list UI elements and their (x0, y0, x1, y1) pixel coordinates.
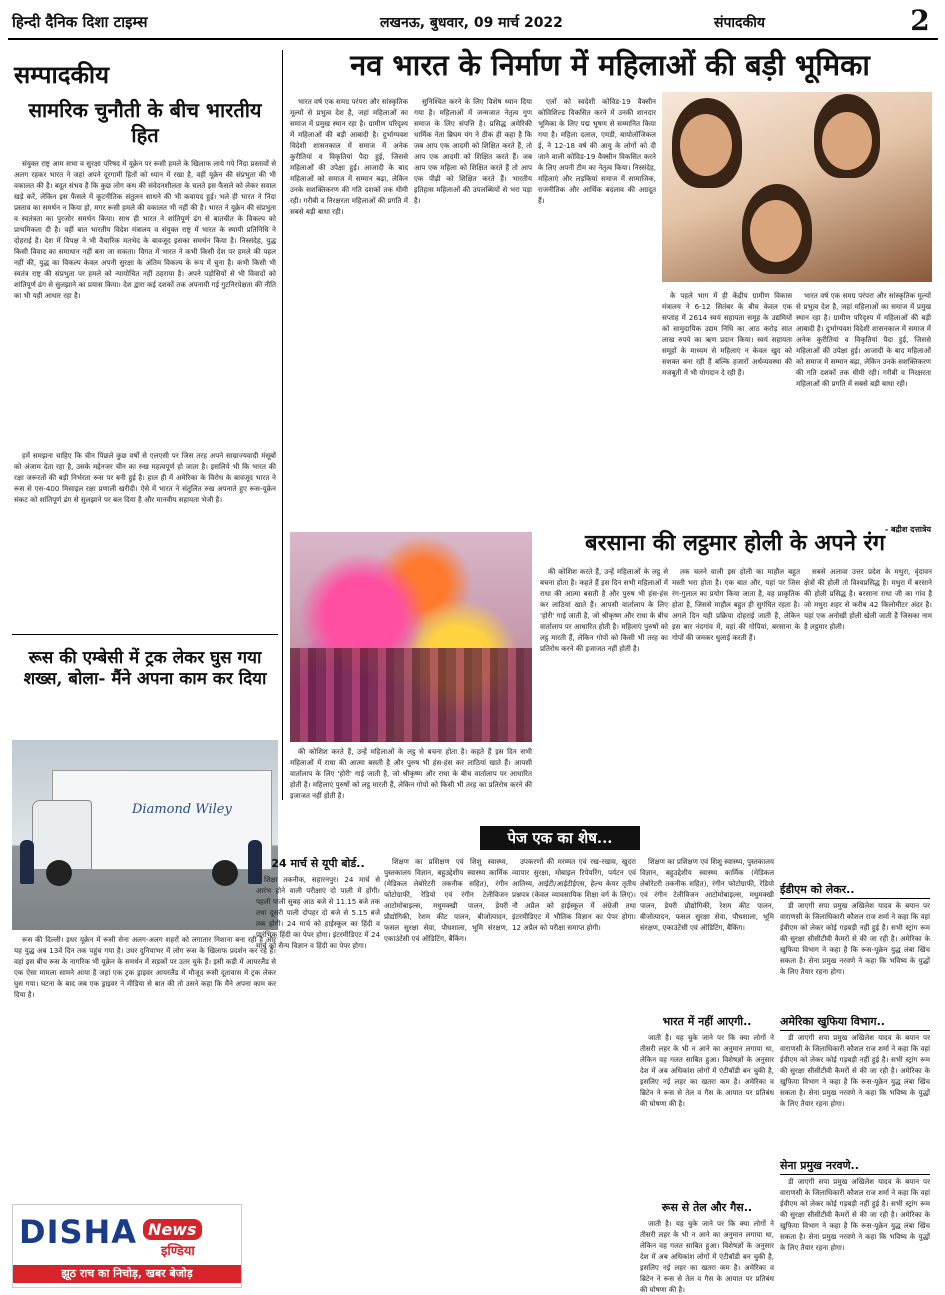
holi-body-col-1 (540, 566, 668, 816)
editorial-headline: सामरिक चुनौती के बीच भारतीय हित (28, 98, 262, 147)
lead-body-col-4 (662, 290, 792, 530)
editorial-body (14, 158, 276, 448)
continued-col-4b (640, 1032, 774, 1152)
masthead (8, 6, 938, 40)
continued-paragraph: जाती है। यह चुके जाने पर कि क्या लोगों ने तीसरी लहर के भी न आने का अनुमान लगाया था, लेकिन वह गलत साबित हुआ। विशेषज्ञों के अनुसार देश में अब अधिकांश लोगों में एंटीबॉडी बन चुकी है, इसलिए नई लहर का खतरा कम है। अमेरिका व ब्रिटेन ने रूस से तेल व गैस के आयात पर प्रतिबंध की घोषणा की है। (640, 1219, 774, 1294)
logo-disha: DISHA (19, 1213, 138, 1251)
holi-photo (290, 532, 532, 742)
continued-col-5b (780, 1032, 930, 1152)
page-number: 2 (910, 4, 930, 37)
face-shape (680, 114, 732, 176)
guard-figure (20, 840, 34, 884)
snippet-ed-lekar: ईडीएम को लेकर.. (780, 882, 930, 899)
continued-paragraph: डी जाएगी सपा प्रमुख अखिलेश यादव के बयान पर वाराणसी के जिलाधिकारी कौशल राज शर्मा ने कहा कि वहां ईवीएम को लेकर कोई गड़बड़ी नहीं हुई है। सभी स्ट्रांग रूम की सुरक्षा सीसीटीवी कैमरों से की जा रही है। अमेरिका के खुफिया विभाग ने कहा है कि रूस-यूक्रेन युद्ध लंबा खिंच सकता है। सेना प्रमुख नरवणे ने कहा कि भविष्य के युद्धों के लिए तैयार रहना होगा। (780, 901, 930, 976)
holi-paragraph: सबसे अलावा उत्तर प्रदेश के मथुरा, वृंदावन क्षेत्रों की होली तो विश्वप्रसिद्ध है। मथुरा में बरसाने की होली प्रसिद्ध है। बरसाना राधा जी का गांव है जो मथुरा शहर से करीब 42 किलोमीटर अंदर है। यहां एक अनोखी होली खेली जाती है जिसका नाम है लट्ठमार होली। (804, 567, 932, 631)
section-name: संपादकीय (714, 15, 765, 31)
russia-truck-photo (12, 740, 278, 930)
snippet-america: अमेरिका खुफिया विभाग.. (780, 1014, 930, 1031)
lead-credit: - बद्रीश दत्तात्रेय (884, 525, 931, 534)
paper-name: हिन्दी दैनिक दिशा टाइम्स (12, 13, 148, 31)
editorial-body-continued (14, 450, 276, 620)
continued-col-3 (512, 856, 636, 1288)
truck-wheel (46, 860, 72, 886)
continued-paragraph: डी जाएगी सपा प्रमुख अखिलेश यादव के बयान पर वाराणसी के जिलाधिकारी कौशल राज शर्मा ने कहा कि वहां ईवीएम को लेकर कोई गड़बड़ी नहीं हुई है। सभी स्ट्रांग रूम की सुरक्षा सीसीटीवी कैमरों से की जा रही है। अमेरिका के खुफिया विभाग ने कहा है कि रूस-यूक्रेन युद्ध लंबा खिंच सकता है। सेना प्रमुख नरवणे ने कहा कि भविष्य के युद्धों के लिए तैयार रहना होगा। (780, 1033, 930, 1108)
crowd-shape (290, 648, 532, 743)
lead-paragraph: सुनिश्चित करने के लिए विशेष ध्यान दिया गया है। महिलाओं में जन्मजात नेतृत्व गुण समाज के लिए संपत्ति है। प्रसिद्ध अमेरिकी धार्मिक नेता ब्रिघम यंग ने ठीक ही कहा है कि जब आप एक आदमी को शिक्षित करते हैं, तो आप एक आदमी को शिक्षित करते हैं। जब आप एक महिला को शिक्षित करते हैं तो आप एक पीढ़ी को शिक्षित करते हैं। भारतीय इतिहास महिलाओं की उपलब्धियों से भरा पड़ा है। (414, 97, 532, 205)
face-shape (822, 112, 872, 170)
section-rule (12, 634, 278, 635)
continued-col-5c (780, 1176, 930, 1288)
continued-paragraph: शिक्षण का प्रशिक्षण एवं शिशु स्वास्थ्य, पुस्तकालय विज्ञान, बहुउद्देशीय स्वास्थ्य कार्मिक (मेडिकल लेबोरेटरी तकनीक सहित), रंगीन फोटोग्राफी, रेडियो एवं रंगीन टेलीविजन आटोमोबाइल्स, मधुमक्खी पालन, डेयरी प्रौद्योगिकी, रेशम कीट पालन, बीजोत्पादन, फसल सुरक्षा सेवा, पौधशाला, भूमि संरक्षण, एकाउंटेंसी एवं ऑडिटिंग, बैंकिंग। (640, 857, 774, 932)
lead-paragraph: भारत वर्ष एक समग्र परंपरा और सांस्कृतिक मूल्यों से प्रभुत्व देश है, जहां महिलाओं का समाज में प्रमुख स्थान रहा है। ग्रामीण परिदृश्य में महिलाओं की बड़ी आबादी है। दुर्भाग्यवश विदेशी शासनकाल में समाज में अनेक कुरीतियां व विकृतियां पैदा हुई, जिससे महिलाओं की उपेक्षा हुई। आजादी के बाद महिलाओं को समाज में सम्मान बढ़ा, लेकिन उनके सशक्तिकरण की गति दशकों तक धीमी रही। गरीबी व निरक्षरता महिलाओं की प्रगति में सबसे बड़ी बाधा रही। (290, 97, 408, 216)
snippet-sena: सेना प्रमुख नरवणे.. (780, 1158, 930, 1175)
lead-paragraph: भारत वर्ष एक समग्र परंपरा और सांस्कृतिक मूल्यों से प्रभुत्व देश है, जहां महिलाओं का समाज में प्रमुख स्थान रहा है। ग्रामीण परिदृश्य में महिलाओं की बड़ी आबादी है। दुर्भाग्यवश विदेशी शासनकाल में समाज में अनेक कुरीतियां व विकृतियां पैदा हुई, जिससे महिलाओं की उपेक्षा हुई। आजादी के बाद महिलाओं को समाज में सम्मान बढ़ा, लेकिन उनके सशक्तिकरण की गति दशकों तक धीमी रही। गरीबी व निरक्षरता महिलाओं की प्रगति में सबसे बड़ी बाधा रही। (796, 291, 931, 388)
continued-banner: पेज एक का शेष... (480, 826, 640, 850)
truck-wheel (212, 860, 238, 886)
logo-news: News (143, 1219, 202, 1240)
lead-body-col-2 (414, 96, 532, 576)
lead-paragraph: के पहले भाग में ही केंद्रीय ग्रामीण विकास मंत्रालय ने 6-12 सितंबर के बीच केवल एक सप्ताह में 2614 स्वयं सहायता समूह के उद्यमियों को सामुदायिक उद्यम निधि का आठ करोड़ सात लाख रुपये का ऋण प्रदान किया। स्वयं सहायता समूहों के माध्यम से महिलाएं न केवल खुद को सशक्त बना रही हैं बल्कि हजारों अर्थव्यवस्था की मजबूती में भी योगदान दे रही हैं। (662, 291, 792, 377)
continued-paragraph: उपकरणों की मरम्मत एवं रख-रखाव, खुदरा व्यापार सुरक्षा, मोबाइल रिपेयरिंग, पर्यटन एवं आतिथ्य, आईटी/आईटीईएस, हेल्थ केयर तृतीय प्रश्नपत्र (केवल व्यावसायिक शिक्षा वर्ग के लिए)। नौ अप्रैल को हाईस्कूल में अंग्रेजी तथा इंटरमीडिएट में भौतिक विज्ञान का पेपर होगा। 12 अप्रैल को परीक्षा समाप्त होगी। (512, 857, 636, 932)
continued-col-4c (640, 1218, 774, 1294)
snippet-india-not-coming: भारत में नहीं आएगी.. (662, 1015, 752, 1028)
lead-body-col-1 (290, 96, 408, 576)
lead-headline: नव भारत के निर्माण में महिलाओं की बड़ी भूमिका (350, 48, 870, 82)
sampadkiya-label: सम्पादकीय (14, 60, 110, 89)
holi-body-col-2 (672, 566, 800, 816)
holi-paragraph: की कोशिश करते हैं, उन्हें महिलाओं के लट्ठ से बचना होता है। कहते हैं इस दिन सभी महिलाओं में राधा की आत्मा बसती है और पुरुष भी हंस-हंस कर लाठियां खाते हैं। आपसी वार्तालाप के लिए 'होरी' गाई जाती है, जो श्रीकृष्ण और राधा के बीच वार्तालाप पर आधारित होती है। महिलाएं पुरुषों को लट्ठ मारती हैं, लेकिन गोपों को किसी भी तरह का प्रतिरोध करने की इजाजत नहीं होती है। (290, 747, 532, 800)
column-divider (282, 650, 283, 800)
issue-date: लखनऊ, बुधवार, 09 मार्च 2022 (380, 15, 563, 31)
continued-col-1 (256, 874, 380, 1288)
column-divider (282, 50, 283, 650)
editorial-paragraph: संयुक्त राष्ट्र आम सभा व सुरक्षा परिषद में यूक्रेन पर रूसी हमले के खिलाफ लाये गये निंदा प्रस्तावों से अलग रहकर भारत ने जहां अपने दूरगामी हितों को ध्यान में रखा है, वहीं यूक्रेन की संप्रभुता की भी वकालत की है। बदूत संभव है कि कुछ लोग कथ की संवेदनशीलता के चलते इस फैसले को लेकर सवाल खड़े करें, लेकिन इस फैसले में कूटनीतिक संतुलन साधने की भी कवायद हुई। भले ही भारत ने निंदा प्रस्ताव का समर्थन न किया हो, मगर रूसी हमले की वकालत भी नहीं की है। भारत ने यूक्रेन की संप्रभुता व स्वतंत्रता का पुरजोर समर्थन किया। साथ ही भारत ने शांतिपूर्ण ढंग से बातचीत के विकल्प को प्राथमिकता दी है। वहीं बात भारतीय विदेश मंत्रालय व संयुक्त राष्ट्र में भारत के स्थायी प्रतिनिधि ने दोहराई है। देश में विपक्ष ने भी वैचारिक मतभेद के बावजूद इसका समर्थन किया है। निस्संदेह, युद्ध किसी विवाद का समाधान नहीं बना जा सकता। विगत में भारत ने कभी किसी देश पर हमले की पहल नहीं की, युद्ध का विकल्प केवल अपनी सुरक्षा के अंतिम विकल्प के रूप में चुना है। कभी किसी भी स्वतंत्र राष्ट्र की संप्रभुता पर हमले को न्यायोचित नहीं ठहराया है। अपने पड़ोसियों से भी विवादों को शांतिपूर्ण ढंग से सुलझाने का प्रयास किया। देश द्वारा कई दशकों तक अपनायी गई गुटनिरपेक्षता की नीति का भी यही आधार रहा है। (14, 159, 276, 300)
continued-paragraph: डी जाएगी सपा प्रमुख अखिलेश यादव के बयान पर वाराणसी के जिलाधिकारी कौशल राज शर्मा ने कहा कि वहां ईवीएम को लेकर कोई गड़बड़ी नहीं हुई है। सभी स्ट्रांग रूम की सुरक्षा सीसीटीवी कैमरों से की जा रही है। अमेरिका के खुफिया विभाग ने कहा है कि रूस-यूक्रेन युद्ध लंबा खिंच सकता है। सेना प्रमुख नरवणे ने कहा कि भविष्य के युद्धों के लिए तैयार रहना होगा। (780, 1177, 930, 1252)
women-photo (662, 92, 932, 282)
continued-paragraph: शिक्षण का प्रशिक्षण एवं शिशु स्वास्थ्य, पुस्तकालय विज्ञान, बहुउद्देशीय स्वास्थ्य कार्मिक (मेडिकल लेबोरेटरी तकनीक सहित), रंगीन फोटोग्राफी, रेडियो एवं रंगीन टेलीविजन आटोमोबाइल्स, मधुमक्खी पालन, डेयरी प्रौद्योगिकी, रेशम कीट पालन, बीजोत्पादन, फसल सुरक्षा सेवा, पौधशाला, भूमि संरक्षण, एकाउंटेंसी एवं ऑडिटिंग, बैंकिंग। (384, 857, 508, 943)
holi-body-under-photo (290, 746, 532, 816)
lead-body-col-5 (796, 290, 931, 520)
lead-paragraph: एलों को स्वदेशी कोविड-19 वैक्सीन कोविशिल्ड विकसित करने में उनकी शानदार भूमिका के लिए पद्म भूषण से सम्मानित किया गया है। महिला दलाल, एमडी, बायोलॉजिकल ई, ने 12-18 वर्ष की आयु के लोगों को दी जाने वाली कोविड-19 वैक्सीन विकसित करने के लिए अपनी टीम का नेतृत्व किया। निस्संदेह, महिलाएं और लड़कियां समाज में सामाजिक, राजनीतिक और आर्थिक बदलाव की अग्रदूत हैं। (538, 97, 656, 205)
continued-paragraph: शिक्षा तकनीक, सहारनपुर। 24 मार्च से आरंभ होने वाली परीक्षाएं दो पाली में होंगी। पहली पाली सुबह आठ बजे से 11.15 बजे तक तथा दूसरी पाली दोपहर दो बजे से 5.15 बजे तक होगी। 24 मार्च को हाईस्कूल का हिंदी व प्रारंभिक हिंदी का पेपर होगा। इंटरमीडिएट में 24 मार्च को सैन्य विज्ञान व हिंदी का पेपर होगा। (256, 875, 380, 950)
continued-col-5 (780, 900, 930, 1010)
holi-paragraph: तक चलने वाली इस होली का माहौल बहुत मस्ती भरा होता है। एक बात और, यहां पर जिस रंग-गुलाल का प्रयोग किया जाता है, वह प्राकृतिक होता है, जिससे माहौल बहुत ही सुगंधित रहता है। अगले दिन यही प्रक्रिया दोहराई जाती है, लेकिन इस बार नंदगांव में, वहां की गोपियां, बरसाना के गोपों की जमकर धुलाई करती हैं। (672, 567, 800, 642)
snippet-russia-oil: रूस से तेल और गैस.. (661, 1201, 753, 1214)
russia-paragraph: रूस की दिल्ली। इधर यूक्रेन में रूसी सेना अलग-अलग शहरों को लगातार निशाना बना रही है और यह युद्ध अब 13वें दिन तक पहुंच गया है। उधर दुनियाभर में लोग रूस के खिलाफ प्रदर्शन कर रहे हैं। वहां इस बीच रूस के नागरिक भी यूक्रेन के समर्थन में सड़कों पर उतर चुके हैं। इसी कड़ी में आयरलैंड से एक ऐसा मामला सामने आया है जहां एक ट्रक ड्राइवर आयरलैंड में मौजूद रूसी दूतावास में ट्रक लेकर घुस गया। घटना के बाद जब एक ड्राइवर ने मीडिया से बात की तो उसने कहा कि मैंने अपना काम कर दिया है। (14, 935, 276, 999)
snippet-up-board: 24 मार्च से यूपी बोर्ड.. (271, 857, 365, 870)
logo-tagline: झूठ राच का निचोड़, खबर बेजोड़ (13, 1265, 241, 1283)
holi-paragraph: की कोशिश करते हैं, उन्हें महिलाओं के लट्ठ से बचना होता है। कहते हैं इस दिन सभी महिलाओं में राधा की आत्मा बसती है और पुरुष भी हंस-हंस कर लाठियां खाते हैं। आपसी वार्तालाप के लिए 'होरी' गाई जाती है, जो श्रीकृष्ण और राधा के बीच वार्तालाप पर आधारित होती है। महिलाएं पुरुषों को लट्ठ मारती हैं, लेकिन गोपों को किसी भी तरह का प्रतिरोध करने की इजाजत नहीं होती है। (540, 567, 668, 653)
logo-india: इण्डिया (161, 1244, 195, 1259)
face-shape (750, 200, 802, 262)
editorial-paragraph: हमें समझना चाहिए कि चीन पिछले कुछ वर्षों से एलएसी पर जिस तरह अपने साम्राज्यवादी मंसूबों को अंजाम देता रहा है, उसके मद्देनजर चीन का रुख महत्वपूर्ण हो जाता है। इसलिये भी कि भारत की रक्षा जरूरतों की बड़ी निर्भरता रूस पर बनी हुई है। हाल ही में अमेरिका के विरोध के बावजूद भारत ने रूस से एस-400 मिसाइल रक्षा प्रणाली खरीदी। ऐसे में भारत ने संतुलित रुख अपनाते हुए रूस-यूक्रेन संकट को शांतिपूर्ण ढंग से सुलझाने पर बल दिया है और मानवीय सहायता भेजी है। (14, 451, 276, 504)
holi-headline: बरसाना की लट्ठमार होली के अपने रंग (585, 530, 885, 556)
lead-body-col-3 (538, 96, 656, 576)
disha-news-logo (12, 1204, 242, 1288)
continued-paragraph: जाती है। यह चुके जाने पर कि क्या लोगों ने तीसरी लहर के भी न आने का अनुमान लगाया था, लेकिन वह गलत साबित हुआ। विशेषज्ञों के अनुसार देश में अब अधिकांश लोगों में एंटीबॉडी बन चुकी है, इसलिए नई लहर का खतरा कम है। अमेरिका व ब्रिटेन ने रूस से तेल व गैस के आयात पर प्रतिबंध की घोषणा की है। (640, 1033, 774, 1108)
russia-headline: रूस की एम्बेसी में ट्रक लेकर घुस गया शख्स, बोला- मैंने अपना काम कर दिया (23, 648, 267, 690)
continued-col-4 (640, 856, 774, 1006)
truck-brand-text: Diamond Wiley (132, 802, 232, 817)
russia-body (14, 934, 276, 1198)
continued-col-2 (384, 856, 508, 1288)
holi-body-col-3 (804, 566, 932, 816)
